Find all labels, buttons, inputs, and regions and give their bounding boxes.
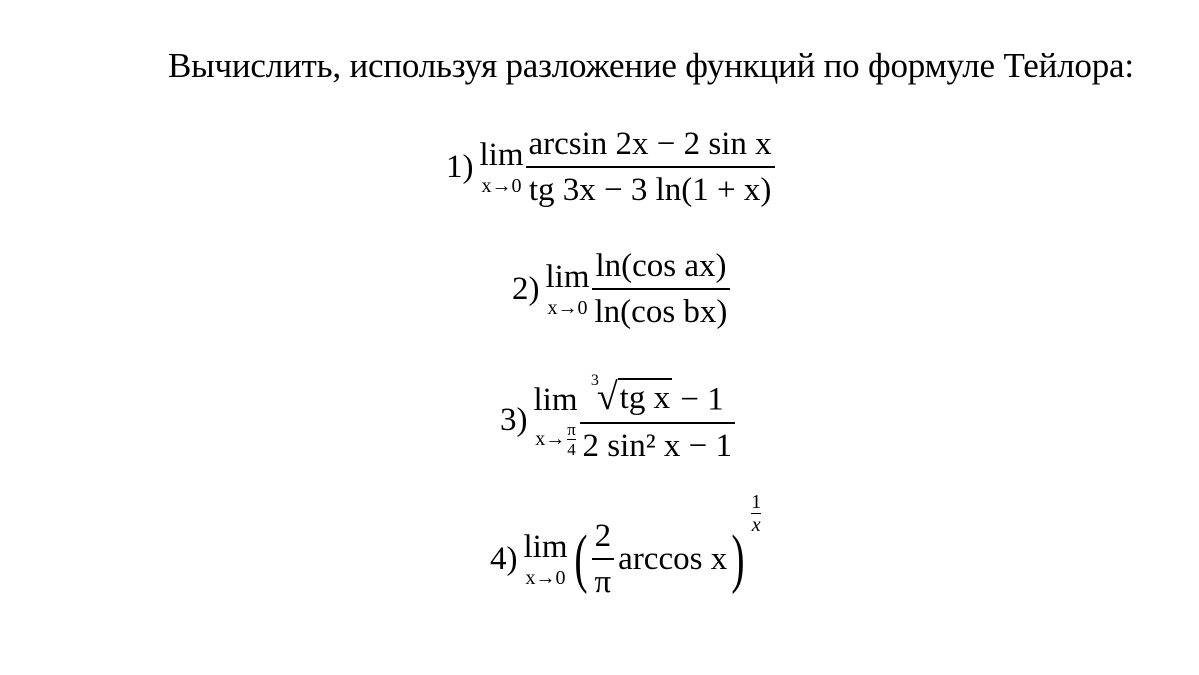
- exponent-denominator: x: [751, 514, 761, 536]
- numerator-tail: − 1: [672, 381, 724, 418]
- limit-operator: [533, 381, 578, 459]
- denominator: ln(cos bx): [594, 294, 728, 331]
- fraction: [526, 126, 775, 209]
- limit-operator: [479, 136, 524, 197]
- exponent-numerator: 1: [751, 491, 762, 513]
- inner-denominator: π: [594, 564, 612, 601]
- inner-numerator: 2: [594, 518, 612, 554]
- problem-4: [490, 491, 762, 601]
- left-paren-icon: (: [573, 522, 588, 596]
- lim-subscript: x→0: [547, 296, 588, 319]
- numerator: arcsin 2x − 2 sin x: [528, 126, 772, 162]
- problem-number: 2): [512, 270, 540, 307]
- fraction-bar: [580, 422, 736, 424]
- four: 4: [567, 439, 576, 459]
- problem-number: 1): [446, 148, 474, 185]
- lim-word: lim: [545, 258, 590, 295]
- lim-word: lim: [533, 381, 578, 418]
- root-index: 3: [590, 372, 599, 389]
- numerator: [588, 372, 727, 419]
- lim-word: lim: [523, 528, 568, 565]
- numerator: ln(cos ax): [595, 248, 727, 284]
- limit-operator: [523, 528, 568, 589]
- problem-1: [446, 126, 775, 209]
- exponent: [751, 492, 761, 535]
- problem-number: 3): [500, 402, 528, 439]
- fraction-bar: [526, 166, 775, 168]
- right-paren-icon: ): [731, 522, 745, 596]
- lim-word: lim: [479, 136, 524, 173]
- lim-subscript-prefix: x→: [535, 428, 566, 451]
- pi-over-four: [567, 421, 576, 458]
- problem-3: [500, 372, 735, 464]
- fraction-bar: [592, 558, 615, 560]
- radicand: tg x: [619, 380, 671, 416]
- limit-operator: [545, 258, 590, 319]
- cube-root: [590, 372, 672, 419]
- lim-subscript: x→0: [481, 174, 522, 197]
- problem-2: [512, 248, 730, 331]
- page-title: Вычислить, используя разложение функций по формуле Тейлора:: [168, 46, 1134, 85]
- inner-tail: arccos x: [618, 540, 728, 577]
- denominator: tg 3x − 3 ln(1 + x): [528, 172, 772, 209]
- fraction: [592, 248, 731, 331]
- radical-sign-icon: √: [596, 376, 618, 419]
- denominator: 2 sin² x − 1: [582, 427, 733, 464]
- lim-subscript: [535, 421, 576, 458]
- lim-subscript: x→0: [525, 566, 566, 589]
- pi-symbol: π: [567, 419, 576, 439]
- fraction: [580, 372, 736, 464]
- inner-fraction: [592, 518, 615, 601]
- problem-number: 4): [490, 540, 518, 577]
- fraction-bar: [592, 288, 731, 290]
